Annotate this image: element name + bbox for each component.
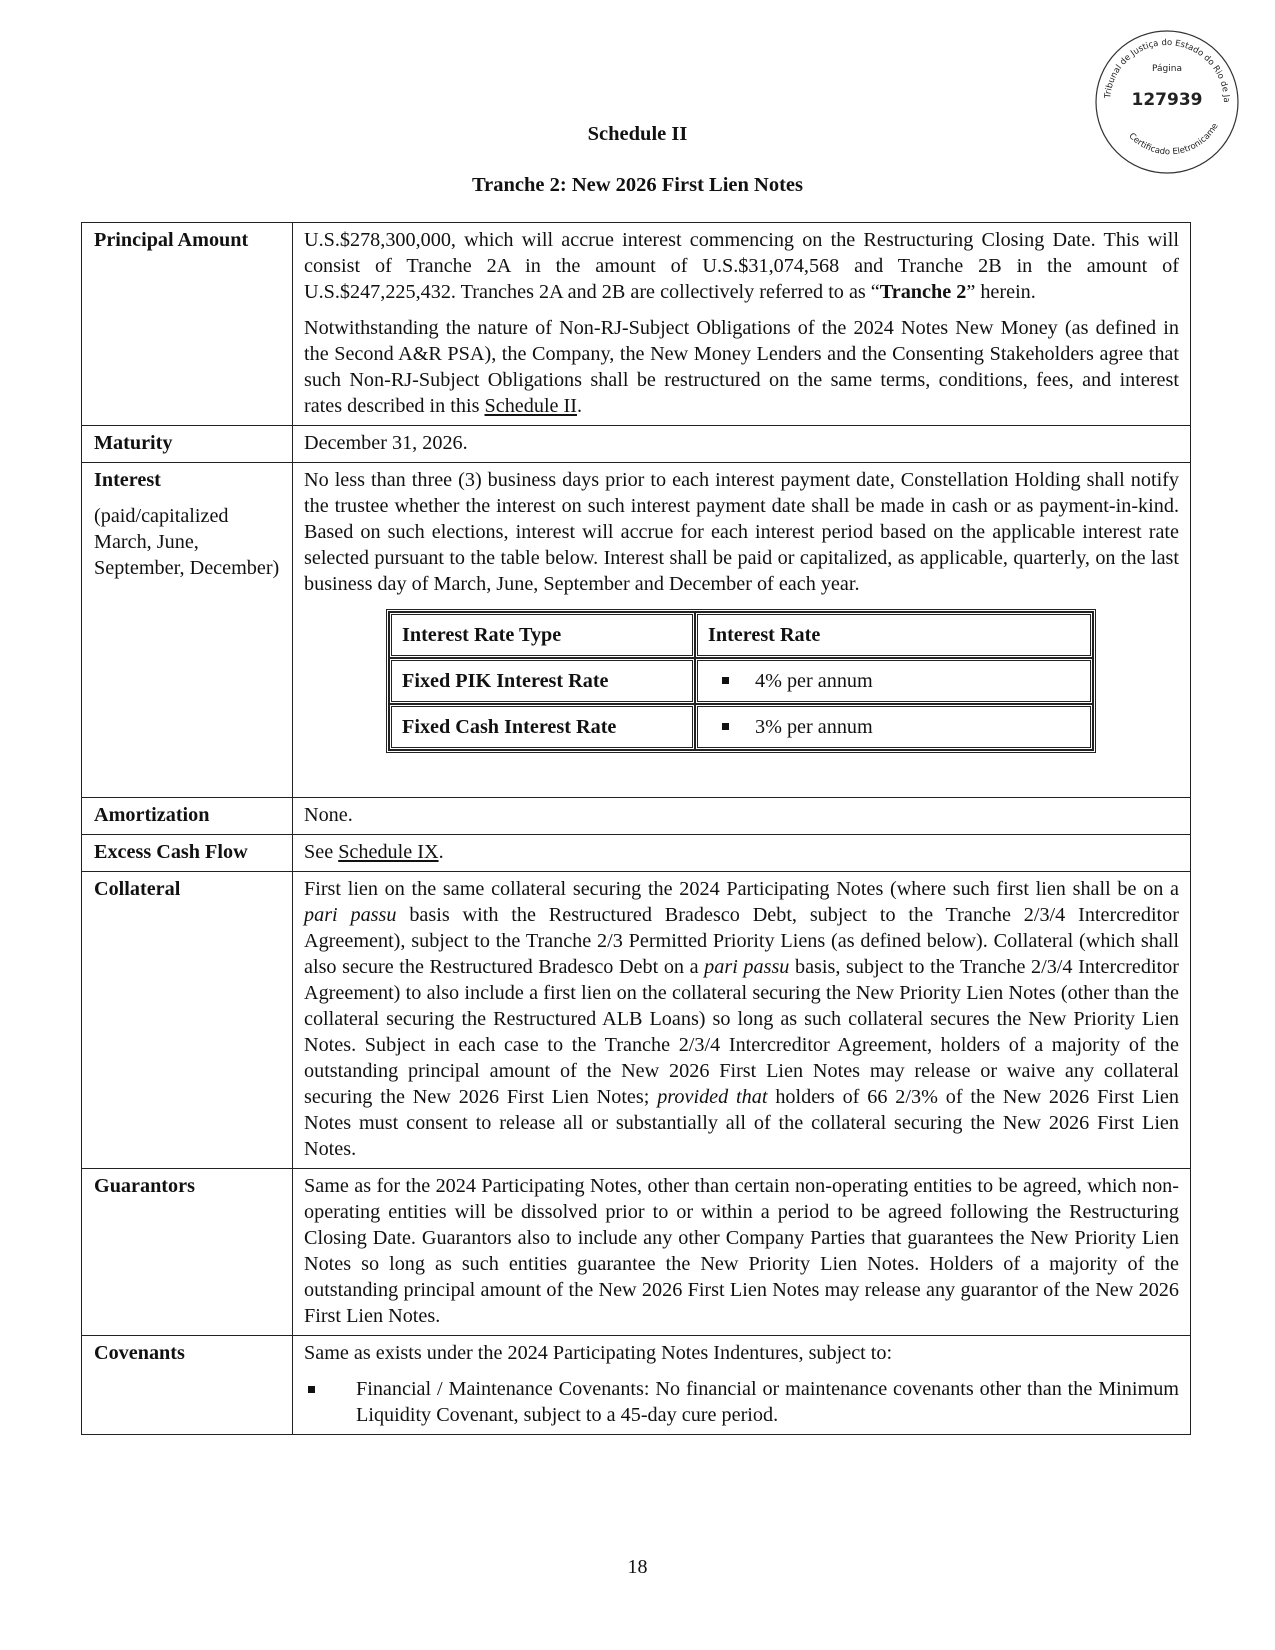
court-stamp xyxy=(1092,27,1242,177)
bullet-square-icon xyxy=(722,677,729,684)
rate-row xyxy=(389,704,1093,750)
label-collateral: Collateral xyxy=(82,872,293,1169)
interest-label-note: (paid/capitalized March, June, September, December) xyxy=(94,505,280,579)
body-excess-cash-flow xyxy=(293,835,1191,872)
page-number: 18 xyxy=(627,1556,648,1578)
interest-paragraph: No less than three (3) business days prior to each interest payment date, Constellation Holding shall notify the trustee whether the interest on such interest payment date shall be made in cash or as payment-in-kind. Based on such elections, interest will accrue for each interest period based on the applicable interest rate selected pursuant to the table below. Interest shall be paid or capitalized, as applicable, quarterly, on the last business day of March, June, September and December of each year. xyxy=(304,469,1179,595)
schedule-ii-link[interactable]: Schedule II xyxy=(484,395,578,417)
collateral-text-4: holders of 66 2/3% of the New 2026 First Lien Notes must consent to release all or substantially all of the collateral securing the New 2026 First Lien Notes. xyxy=(304,1086,1179,1160)
body-covenants xyxy=(293,1336,1191,1435)
excess-text-a: See xyxy=(304,841,339,863)
covenants-list xyxy=(304,1376,1179,1428)
body-guarantors: Same as for the 2024 Participating Notes, other than certain non-operating entities to be agreed, which non-operating entities will be dissolved prior to or within a period to be agreed following the Restructuring Closing Date. Guarantors also to include any other Company Parties that guarantees the New Priority Lien Notes so long as such entities guarantee the New Priority Lien Notes. Holders of a majority of the outstanding principal amount of the New 2026 First Lien Notes may release any guarantor of the New 2026 First Lien Notes. xyxy=(293,1169,1191,1336)
label-excess-cash-flow: Excess Cash Flow xyxy=(82,835,293,872)
label-guarantors: Guarantors xyxy=(82,1169,293,1336)
body-amortization: None. xyxy=(293,798,1191,835)
stamp-label: Página xyxy=(1152,64,1182,74)
collateral-text-1: First lien on the same collateral securing the 2024 Participating Notes (where such first lien shall be on a xyxy=(304,878,1179,900)
body-maturity: December 31, 2026. xyxy=(293,426,1191,463)
label-interest xyxy=(82,463,293,798)
rate-type-cell: Fixed PIK Interest Rate xyxy=(389,658,695,704)
rate-header-rate: Interest Rate xyxy=(695,612,1093,658)
row-covenants xyxy=(82,1336,1191,1435)
tranche-2-defined-term: Tranche 2 xyxy=(879,281,967,303)
label-amortization: Amortization xyxy=(82,798,293,835)
row-guarantors xyxy=(82,1169,1191,1336)
rate-type-cell: Fixed Cash Interest Rate xyxy=(389,704,695,750)
principal-text-a: U.S.$278,300,000, which will accrue interest commencing on the Restructuring Closing Date. This will consist of Tranche 2A in the amount of U.S.$31,074,568 and Tranche 2B in the amount of U.S.$247,225,432. Tranches 2A and 2B are collectively referred to as “ xyxy=(304,229,1179,303)
label-principal-amount: Principal Amount xyxy=(82,223,293,426)
schedule-title: Schedule II xyxy=(587,123,688,145)
row-excess-cash-flow xyxy=(82,835,1191,872)
row-maturity xyxy=(82,426,1191,463)
schedule-ix-link[interactable]: Schedule IX xyxy=(338,841,439,863)
principal-text-d: . xyxy=(577,395,583,417)
row-principal-amount xyxy=(82,223,1191,426)
rate-value-text: 3% per annum xyxy=(755,716,873,738)
interest-rate-table xyxy=(386,609,1096,753)
covenant-bullet-text: Financial / Maintenance Covenants: No financial or maintenance covenants other than the Minimum Liquidity Covenant, subject to a 45-day cure period. xyxy=(356,1378,1179,1426)
interest-rate-table-wrap xyxy=(386,609,1179,753)
row-collateral xyxy=(82,872,1191,1169)
principal-text-b: ” herein. xyxy=(966,281,1036,303)
stamp-arc-top: Tribunal de Justiça do Estado do Rio de Ja xyxy=(1103,37,1232,103)
interest-label-text: Interest xyxy=(94,469,161,491)
collateral-text-3: basis, subject to the Tranche 2/3/4 Intercreditor Agreement) to also include a first lien on the collateral securing the New Priority Lien Notes (other than the collateral securing the Restructured ALB Loans) so long as such collateral secures the New Priority Lien Notes. Subject in each case to the Tranche 2/3/4 Intercreditor Agreement, holders of a majority of the outstanding principal amount of the New 2026 First Lien Notes may release or waive any collateral securing the New 2026 First Lien Notes; xyxy=(304,956,1179,1108)
collateral-italic-2: pari passu xyxy=(704,956,790,978)
terms-table xyxy=(81,222,1191,1435)
label-maturity: Maturity xyxy=(82,426,293,463)
row-amortization xyxy=(82,798,1191,835)
rate-row xyxy=(389,658,1093,704)
tranche-title: Tranche 2: New 2026 First Lien Notes xyxy=(472,174,803,196)
label-covenants: Covenants xyxy=(82,1336,293,1435)
collateral-italic-1: pari passu xyxy=(304,904,397,926)
principal-paragraph-1 xyxy=(304,227,1179,305)
rate-table-header xyxy=(389,612,1093,658)
court-stamp-seal xyxy=(1092,27,1242,177)
list-item xyxy=(304,1376,1179,1428)
stamp-arc-bottom: Certificado Eletronicame xyxy=(1126,121,1221,158)
row-interest xyxy=(82,463,1191,798)
excess-text-b: . xyxy=(438,841,444,863)
principal-text-c: Notwithstanding the nature of Non-RJ-Subject Obligations of the 2024 Notes New Money (as defined in the Second A&R PSA), the Company, the New Money Lenders and the Consenting Stakeholders agree that such Non-RJ-Subject Obligations shall be restructured on the same terms, conditions, fees, and interest rates described in this xyxy=(304,317,1179,417)
bullet-square-icon xyxy=(722,723,729,730)
body-principal-amount xyxy=(293,223,1191,426)
rate-value-cell xyxy=(695,658,1093,704)
stamp-number: 127939 xyxy=(1131,90,1203,110)
covenants-intro: Same as exists under the 2024 Participating Notes Indentures, subject to: xyxy=(304,1342,893,1364)
rate-value-text: 4% per annum xyxy=(755,670,873,692)
body-collateral xyxy=(293,872,1191,1169)
principal-paragraph-2 xyxy=(304,315,1179,419)
rate-header-type: Interest Rate Type xyxy=(389,612,695,658)
rate-value-cell xyxy=(695,704,1093,750)
body-interest xyxy=(293,463,1191,798)
collateral-italic-3: provided that xyxy=(657,1086,768,1108)
bullet-square-icon xyxy=(308,1386,315,1393)
collateral-text-2: basis with the Restructured Bradesco Debt, subject to the Tranche 2/3/4 Intercreditor Agreement), subject to the Tranche 2/3 Permitted Priority Liens (as defined below). Collateral (which shall also secure the Restructured Bradesco Debt on a xyxy=(304,904,1179,978)
